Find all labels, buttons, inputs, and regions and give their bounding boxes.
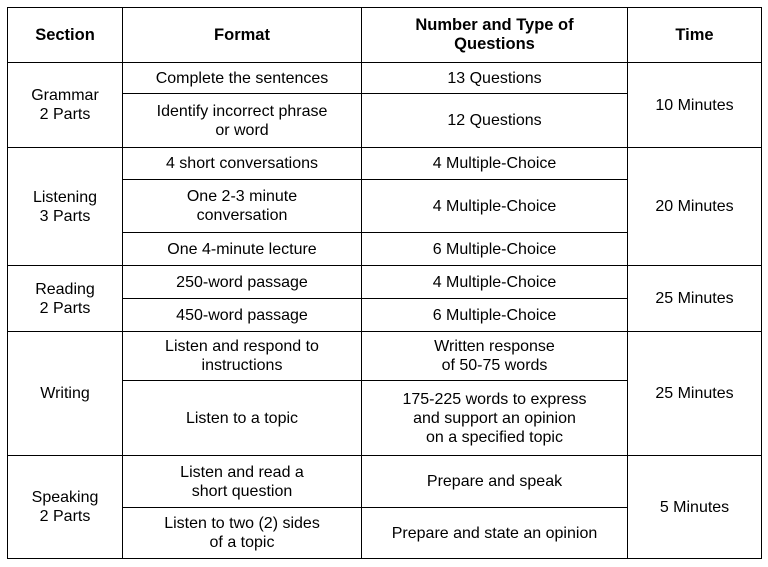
time-grammar: 10 Minutes bbox=[628, 63, 762, 148]
format-cell: Identify incorrect phrase or word bbox=[123, 94, 362, 148]
header-row bbox=[8, 8, 762, 63]
format-cell: Listen and read a short question bbox=[123, 456, 362, 508]
format-cell: Listen and respond to instructions bbox=[123, 332, 362, 381]
format-cell: Listen to two (2) sides of a topic bbox=[123, 508, 362, 559]
section-name-reading: Reading 2 Parts bbox=[8, 266, 123, 332]
questions-cell: Prepare and state an opinion bbox=[362, 508, 628, 559]
header-time: Time bbox=[628, 8, 762, 63]
header-questions: Number and Type of Questions bbox=[362, 8, 628, 63]
questions-cell: 13 Questions bbox=[362, 63, 628, 94]
format-cell: 250-word passage bbox=[123, 266, 362, 299]
questions-cell: 6 Multiple-Choice bbox=[362, 299, 628, 332]
questions-cell: 4 Multiple-Choice bbox=[362, 180, 628, 233]
format-cell: One 2-3 minute conversation bbox=[123, 180, 362, 233]
header-section: Section bbox=[8, 8, 123, 63]
time-speaking: 5 Minutes bbox=[628, 456, 762, 559]
format-cell: 450-word passage bbox=[123, 299, 362, 332]
format-cell: Listen to a topic bbox=[123, 381, 362, 456]
questions-cell: 4 Multiple-Choice bbox=[362, 148, 628, 180]
table-row bbox=[8, 456, 762, 508]
table-row bbox=[8, 266, 762, 299]
time-reading: 25 Minutes bbox=[628, 266, 762, 332]
questions-cell: 4 Multiple-Choice bbox=[362, 266, 628, 299]
questions-cell: Written response of 50-75 words bbox=[362, 332, 628, 381]
time-writing: 25 Minutes bbox=[628, 332, 762, 456]
time-listening: 20 Minutes bbox=[628, 148, 762, 266]
section-name-writing: Writing bbox=[8, 332, 123, 456]
questions-cell: Prepare and speak bbox=[362, 456, 628, 508]
questions-cell: 175-225 words to express and support an opinion on a specified topic bbox=[362, 381, 628, 456]
table-row bbox=[8, 332, 762, 381]
format-cell: 4 short conversations bbox=[123, 148, 362, 180]
format-cell: Complete the sentences bbox=[123, 63, 362, 94]
section-name-listening: Listening 3 Parts bbox=[8, 148, 123, 266]
exam-format-table bbox=[7, 7, 762, 559]
questions-cell: 6 Multiple-Choice bbox=[362, 233, 628, 266]
table-row bbox=[8, 148, 762, 180]
section-name-speaking: Speaking 2 Parts bbox=[8, 456, 123, 559]
questions-cell: 12 Questions bbox=[362, 94, 628, 148]
header-format: Format bbox=[123, 8, 362, 63]
format-cell: One 4-minute lecture bbox=[123, 233, 362, 266]
section-name-grammar: Grammar 2 Parts bbox=[8, 63, 123, 148]
table-row bbox=[8, 63, 762, 94]
